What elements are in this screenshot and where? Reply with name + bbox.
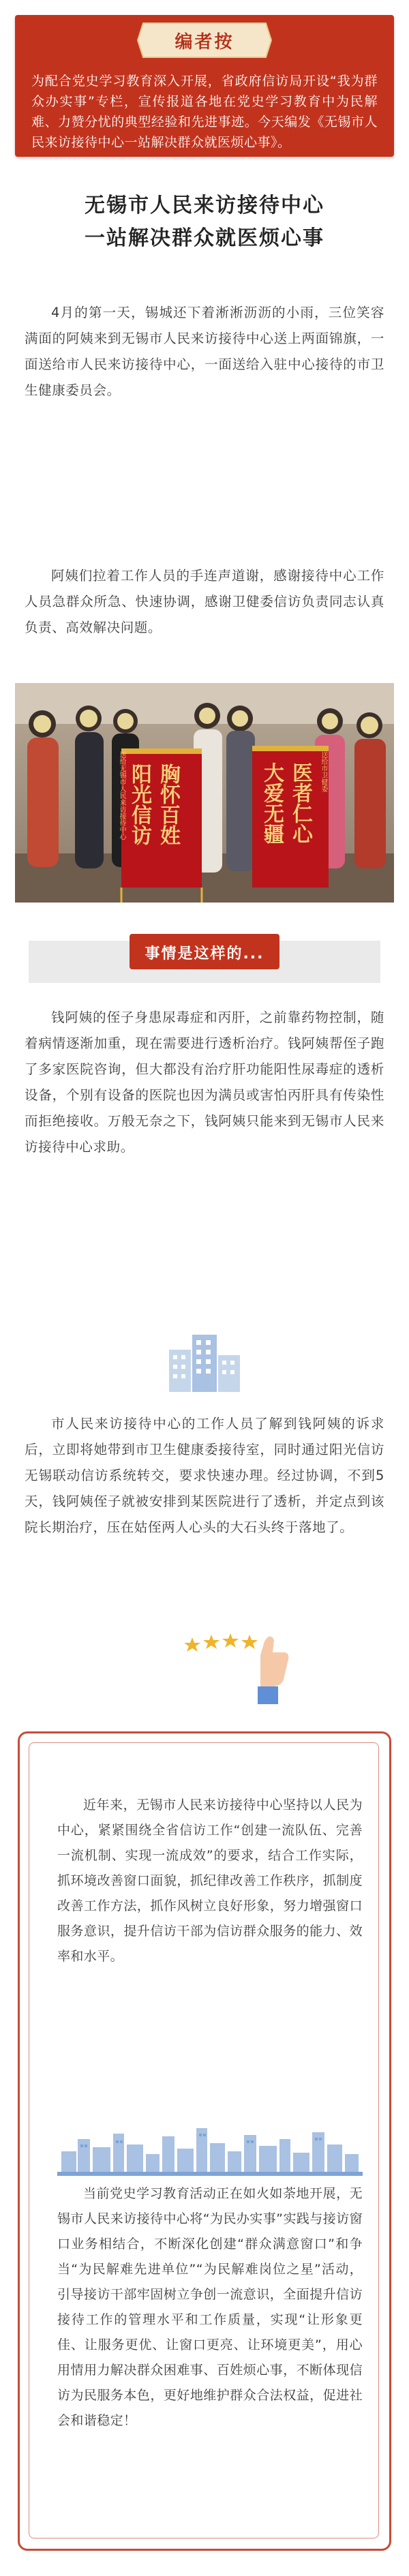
paragraph-2: 阿姨们拉着工作人员的手连声道谢，感谢接待中心工作人员急群众所急、快速协调，感谢卫健委信访负责同志认真负责、高效解决问题。 — [25, 568, 384, 635]
banner-left-line-1: 阳光信访 — [127, 763, 151, 845]
article-headline — [0, 190, 409, 255]
editor-note-title: 编者按 — [175, 32, 234, 52]
paragraph-3: 钱阿姨的侄子身患尿毒症和丙肝，之前靠药物控制，随着病情逐渐加重，现在需要进行透析治疗。钱阿姨帮侄子跑了多家医院咨询，但大都没有治疗肝功能阳性尿毒症的透析设备，个别有设备的医院也因为满员或害怕丙肝具有传染性而拒绝接收。万般无奈之下，钱阿姨只能来到无锡市人民来访接待中心求助。 — [25, 1010, 384, 1155]
section-tag-text: 事情是这样的... — [145, 945, 264, 963]
headline-line-1: 无锡市人民来访接待中心 — [85, 194, 324, 217]
banner-left-line-2: 胸怀百姓 — [156, 763, 180, 845]
card-paragraph-1: 近年来，无锡市人民来访接待中心坚持以人民为中心，紧紧围绕全省信访工作“创建一流队伍、完善一流机制、实现一流成效”的要求，结合工作实际，抓环境改善窗口面貌，抓纪律改善工作秩序，抓制度改善工作方法，抓作风树立良好形象，努力增强窗口服务意识，提升信访干部为信访群众服务的能力、效率和水平。 — [57, 1798, 363, 1964]
paragraph-4: 市人民来访接待中心的工作人员了解到钱阿姨的诉求后，立即将她带到市卫生健康委接待室，同时通过阳光信访无锡联动信访系统转交，要求快速办理。经过协调，不到5天，钱阿姨侄子就被安排到某医院进行了透析，并定点到该院长期治疗，压在姑侄两人心头的大石头终于落地了。 — [25, 1416, 384, 1535]
paragraph-1: 4月的第一天，锡城还下着淅淅沥沥的小雨，三位笑容满面的阿姨来到无锡市人民来访接待中心送上两面锦旗，一面送给市人民来访接待中心，一面送给入驻中心接待的市卫生健康委员会。 — [25, 305, 384, 398]
five-star-rating-icon — [184, 1628, 293, 1704]
banner-presentation-photo — [15, 683, 394, 903]
editor-note-text: 为配合党史学习教育深入开展，省政府信访局开设“我为群众办实事”专栏，宣传报道各地在党史学习教育中为民解难、力赞分忧的典型经验和先进事迹。今天编发《无锡市人民来访接待中心一站解决群众就医烦心事》。 — [31, 74, 378, 150]
banner-right-side-text: 送给市卫健委 — [320, 751, 327, 792]
city-skyline-icon — [57, 2124, 363, 2176]
banner-right-line-1: 大爱无疆 — [260, 762, 284, 844]
banner-left-side-text: 送给无锡市人民来访接待中心 — [118, 751, 125, 840]
headline-line-2: 一站解决群众就医烦心事 — [85, 226, 324, 250]
card-paragraph-2: 当前党史学习教育活动正在如火如荼地开展，无锡市人民来访接待中心将“为民办实事”实践与接访窗口业务相结合，不断深化创建“群众满意窗口”和争当“为民解难先进单位”“为民解难岗位之星”活动，引导接访干部牢固树立争创一流意识，全面提升信访接待工作的管理水平和工作质量，实现“让形象更佳、让服务更优、让窗口更亮、让环境更美”，用心用情用力解决群众困难事、百姓烦心事，不断体现信访为民服务本色，更好地维护群众合法权益，促进社会和谐稳定！ — [57, 2186, 363, 2428]
city-buildings-icon — [165, 1329, 244, 1392]
banner-right-line-2: 医者仁心 — [288, 762, 312, 844]
